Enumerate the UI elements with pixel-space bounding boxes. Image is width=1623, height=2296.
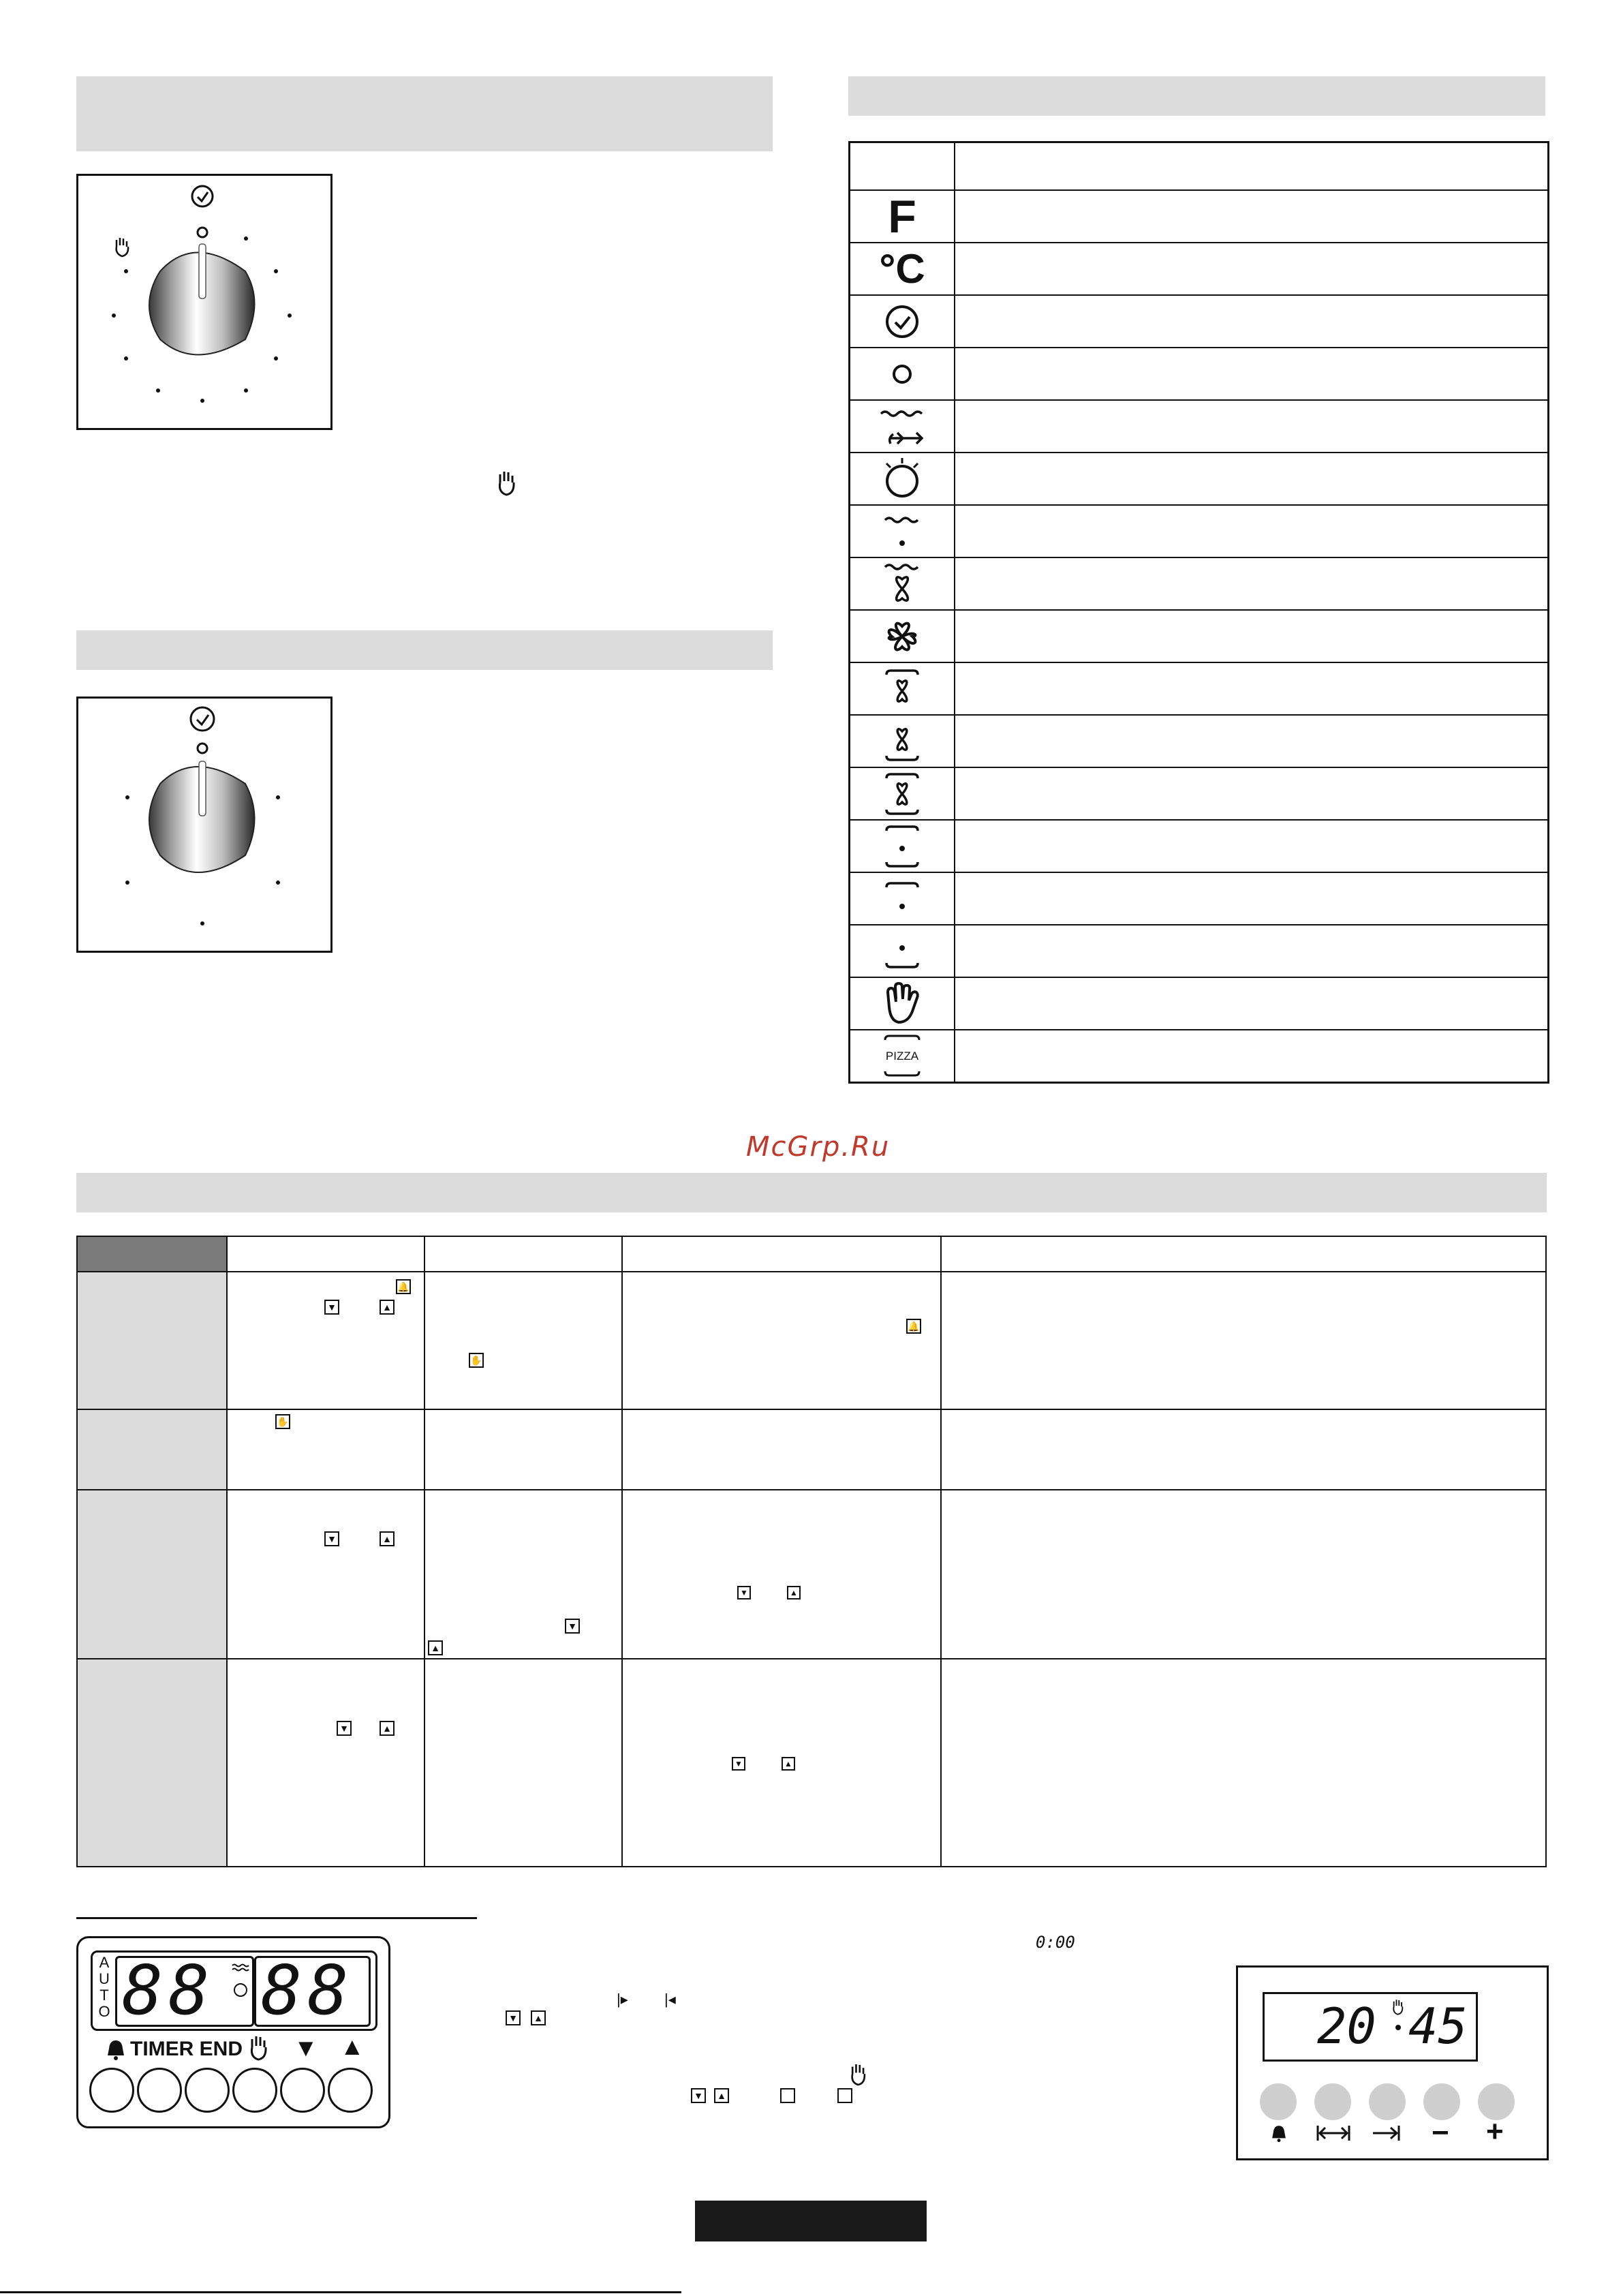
down-key-icon: ▼ bbox=[337, 1721, 352, 1736]
symbol-row bbox=[850, 714, 1547, 767]
minus-button[interactable] bbox=[1423, 2083, 1460, 2120]
page-number-tab bbox=[695, 2201, 927, 2241]
symbol-row bbox=[850, 1029, 1547, 1082]
symbol-row bbox=[850, 294, 1547, 347]
symbol-row bbox=[850, 399, 1547, 452]
section-header-bar-programmer bbox=[76, 1173, 1547, 1212]
up-key-icon: ▲ bbox=[380, 1531, 395, 1546]
up-key-icon: ▲ bbox=[380, 1300, 395, 1315]
manual-button[interactable] bbox=[232, 2068, 277, 2113]
blank-key-icon bbox=[780, 2088, 795, 2103]
symbol-table-header bbox=[850, 143, 1547, 189]
bell-button[interactable] bbox=[89, 2068, 134, 2113]
table-header-row bbox=[77, 1236, 1546, 1272]
symbol-row bbox=[850, 242, 1547, 294]
duration-key-icon: |▸ bbox=[617, 1991, 628, 2008]
celsius-icon: °C bbox=[850, 243, 955, 294]
symbol-row bbox=[850, 557, 1547, 609]
hand-key-icon: ✋ bbox=[275, 1414, 290, 1429]
knob-diagram-1 bbox=[76, 174, 333, 430]
down-key-icon: ▼ bbox=[737, 1586, 751, 1599]
hand-icon bbox=[850, 978, 955, 1029]
clock-minutes: 45 bbox=[1408, 1997, 1468, 2055]
end-time-button[interactable] bbox=[1369, 2083, 1406, 2120]
table-row bbox=[77, 1490, 1546, 1659]
colon-indicator bbox=[234, 1983, 247, 1997]
bottom-dot-icon bbox=[850, 925, 955, 977]
table-row bbox=[77, 1272, 1546, 1409]
hand-icon bbox=[117, 238, 128, 256]
symbol-row bbox=[850, 347, 1547, 399]
section-header-bar-symbols bbox=[848, 76, 1545, 116]
hand-key-icon: ✋ bbox=[469, 1353, 484, 1368]
top-bottom-dot-icon bbox=[850, 821, 955, 872]
bottom-fan-icon bbox=[850, 716, 955, 767]
up-key-icon: ▲ bbox=[787, 1586, 801, 1599]
watermark: McGrp.Ru bbox=[746, 1131, 891, 1163]
grill-indicator-icon bbox=[231, 1963, 250, 1976]
symbol-row bbox=[850, 609, 1547, 662]
pizza-icon: PIZZA bbox=[850, 1030, 955, 1082]
display-code-text: 0:00 bbox=[1036, 1933, 1075, 1952]
programmer-table bbox=[76, 1236, 1547, 1867]
top-bottom-fan-icon bbox=[850, 768, 955, 819]
arrow-down-icon: ▼ bbox=[294, 2034, 318, 2062]
up-key-icon: ▲ bbox=[531, 2010, 546, 2025]
section-header-bar-knob2 bbox=[76, 630, 773, 670]
grill-spit-icon bbox=[850, 401, 955, 452]
down-key-icon: ▼ bbox=[565, 1619, 580, 1634]
timer-button[interactable] bbox=[137, 2068, 182, 2113]
minus-label: − bbox=[1432, 2116, 1449, 2149]
arrow-up-icon: ▲ bbox=[340, 2032, 365, 2060]
top-dot-icon bbox=[850, 873, 955, 924]
top-fan-icon bbox=[850, 663, 955, 714]
blank-key-icon bbox=[837, 2088, 852, 2103]
end-time-key-icon: |◂ bbox=[664, 1991, 676, 2008]
down-button[interactable] bbox=[280, 2068, 325, 2113]
bell-key-icon: 🔔 bbox=[906, 1319, 921, 1334]
down-key-icon: ▼ bbox=[324, 1531, 339, 1546]
clock-icon bbox=[191, 707, 214, 731]
down-key-icon: ▼ bbox=[324, 1300, 339, 1315]
symbol-row bbox=[850, 819, 1547, 872]
symbol-row bbox=[850, 924, 1547, 977]
table-row bbox=[77, 1409, 1546, 1490]
symbol-row bbox=[850, 767, 1547, 819]
bell-button[interactable] bbox=[1260, 2083, 1297, 2120]
knob-diagram-2 bbox=[76, 697, 333, 953]
digital-clock-panel bbox=[1236, 1965, 1549, 2160]
section-header-bar-knob1 bbox=[76, 76, 773, 151]
down-key-icon: ▼ bbox=[732, 1757, 745, 1771]
end-time-icon bbox=[1372, 2124, 1402, 2142]
up-key-icon: ▲ bbox=[428, 1640, 443, 1655]
top-heat-dot-icon bbox=[850, 506, 955, 557]
clock-hours: 20 bbox=[1317, 1997, 1376, 2055]
duration-icon bbox=[1316, 2124, 1351, 2142]
bell-icon bbox=[1269, 2123, 1288, 2143]
clock-icon bbox=[192, 186, 213, 206]
up-button[interactable] bbox=[328, 2068, 373, 2113]
symbol-row bbox=[850, 662, 1547, 714]
auto-label: A U T O bbox=[98, 1954, 110, 2020]
bell-key-icon: 🔔 bbox=[396, 1279, 411, 1294]
clock-colon bbox=[1395, 2025, 1401, 2030]
symbol-table bbox=[848, 141, 1549, 1084]
hand-icon bbox=[495, 470, 519, 498]
plus-label: + bbox=[1486, 2115, 1504, 2148]
duration-button[interactable] bbox=[1314, 2083, 1351, 2120]
section-divider bbox=[76, 1917, 477, 1919]
fahrenheit-icon: F bbox=[850, 191, 955, 242]
lamp-icon bbox=[850, 453, 955, 504]
digits-right: 88 bbox=[261, 1950, 354, 2030]
down-key-icon: ▼ bbox=[506, 2010, 521, 2025]
end-button[interactable] bbox=[185, 2068, 230, 2113]
fan-icon bbox=[850, 611, 955, 662]
hand-icon bbox=[848, 2062, 869, 2087]
symbol-row bbox=[850, 452, 1547, 504]
grill-fan-icon bbox=[850, 558, 955, 609]
hand-icon bbox=[247, 2035, 270, 2061]
hand-indicator-icon bbox=[1391, 1999, 1406, 2015]
up-key-icon: ▲ bbox=[782, 1757, 795, 1771]
up-key-icon: ▲ bbox=[380, 1721, 395, 1736]
down-key-icon: ▼ bbox=[691, 2088, 706, 2103]
table-row bbox=[77, 1659, 1546, 1867]
symbol-row bbox=[850, 872, 1547, 924]
footer-line bbox=[0, 2291, 681, 2293]
off-circle-icon bbox=[850, 348, 955, 399]
symbol-row bbox=[850, 189, 1547, 242]
bell-icon bbox=[104, 2038, 127, 2061]
timer-end-label: TIMER END bbox=[130, 2038, 243, 2060]
clock-icon bbox=[850, 296, 955, 347]
digits-left: 88 bbox=[122, 1950, 215, 2030]
symbol-row bbox=[850, 977, 1547, 1029]
symbol-row bbox=[850, 504, 1547, 557]
up-key-icon: ▲ bbox=[714, 2088, 729, 2103]
programmer-display-panel bbox=[76, 1936, 390, 2128]
